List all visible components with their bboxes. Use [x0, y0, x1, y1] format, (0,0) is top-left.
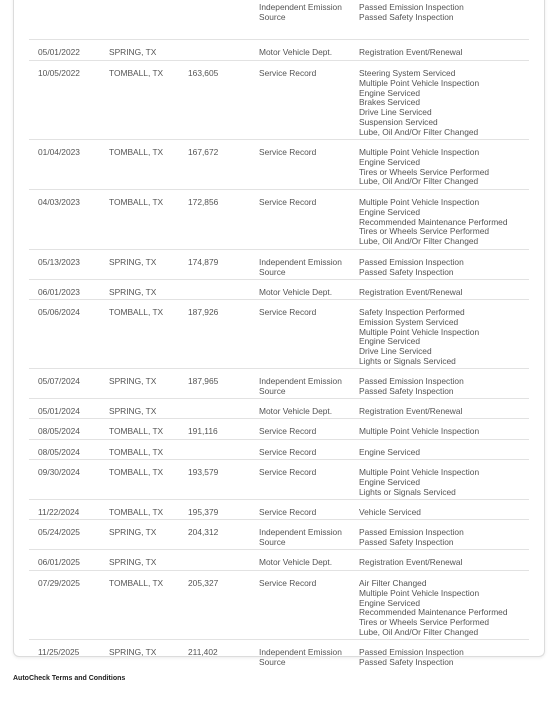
record-date: 05/01/2022: [38, 47, 80, 57]
record-odometer: 187,965: [188, 376, 219, 386]
table-row: [29, 440, 529, 460]
record-detail-item: Lube, Oil And/Or Filter Changed: [359, 236, 479, 246]
record-odometer: 174,879: [188, 257, 219, 267]
record-detail-item: Passed Emission Inspection: [359, 257, 464, 267]
record-detail-item: Safety Inspection Performed: [359, 307, 465, 317]
record-date: 08/05/2024: [38, 447, 80, 457]
record-odometer: 205,327: [188, 578, 219, 588]
record-location: TOMBALL, TX: [109, 426, 164, 436]
record-detail-item: Passed Safety Inspection: [359, 266, 454, 277]
record-detail-item: Tires or Wheels Service Performed: [359, 166, 490, 177]
record-detail-item: Engine Serviced: [359, 206, 420, 217]
table-row: [29, 460, 529, 500]
record-odometer: 187,926: [188, 307, 219, 317]
record-odometer: 191,116: [188, 426, 218, 436]
record-detail-item: Lube, Oil And/Or Filter Changed: [359, 626, 479, 637]
table-row: [29, 0, 529, 40]
record-date: 06/01/2023: [38, 287, 80, 297]
record-source: Service Record: [259, 147, 317, 157]
record-detail-item: Tires or Wheels Service Performed: [359, 226, 490, 237]
record-odometer: 172,856: [188, 197, 219, 207]
record-detail-item: Passed Safety Inspection: [359, 536, 454, 547]
record-detail-item: Drive Line Serviced: [359, 107, 432, 117]
record-date: 05/13/2023: [38, 257, 80, 267]
record-details: [359, 468, 534, 497]
record-detail-item: Passed Safety Inspection: [359, 11, 454, 22]
record-date: 11/22/2024: [38, 507, 80, 517]
table-row: [29, 40, 529, 61]
table-row: [29, 369, 529, 399]
record-detail-item: Passed Emission Inspection: [359, 376, 464, 386]
record-odometer: 163,605: [188, 68, 219, 78]
record-details: [359, 528, 534, 548]
record-source: Service Record: [259, 447, 317, 457]
record-details: [359, 558, 534, 568]
record-detail-item: Engine Serviced: [359, 597, 420, 608]
record-date: 05/07/2024: [38, 376, 80, 386]
record-detail-item: Lights or Signals Serviced: [359, 486, 456, 497]
record-date: 06/01/2025: [38, 557, 80, 567]
record-detail-item: Multiple Point Vehicle Inspection: [359, 147, 480, 157]
record-date: 04/03/2023: [38, 197, 80, 207]
record-location: SPRING, TX: [109, 47, 157, 57]
table-row: [29, 571, 529, 640]
record-detail-item: Passed Emission Inspection: [359, 2, 464, 12]
record-details: [359, 377, 534, 397]
record-detail-item: Passed Emission Inspection: [359, 527, 464, 537]
record-detail-item: Brakes Serviced: [359, 97, 420, 108]
record-details: [359, 198, 534, 247]
table-row: [29, 520, 529, 550]
record-details: [359, 308, 534, 367]
record-detail-item: Multiple Point Vehicle Inspection: [359, 426, 480, 436]
record-details: [359, 427, 534, 437]
record-detail-item: Multiple Point Vehicle Inspection: [359, 77, 480, 88]
record-odometer: 193,579: [188, 467, 219, 477]
record-detail-item: Engine Serviced: [359, 447, 420, 457]
table-row: [29, 61, 529, 140]
record-date: 05/01/2024: [38, 406, 80, 416]
record-detail-item: Lights or Signals Serviced: [359, 355, 456, 366]
record-detail-item: Multiple Point Vehicle Inspection: [359, 326, 480, 337]
record-detail-item: Steering System Serviced: [359, 68, 456, 78]
record-detail-item: Emission System Serviced: [359, 316, 459, 327]
record-detail-item: Drive Line Serviced: [359, 346, 432, 356]
table-row: [29, 640, 529, 680]
record-detail-item: Registration Event/Renewal: [359, 47, 463, 57]
table-row: [29, 550, 529, 571]
record-detail-item: Lube, Oil And/Or Filter Changed: [359, 176, 479, 187]
record-source: Motor Vehicle Dept.: [259, 557, 333, 567]
record-details: [359, 3, 534, 23]
record-details: [359, 148, 534, 187]
record-detail-item: Air Filter Changed: [359, 578, 427, 588]
record-date: 07/29/2025: [38, 578, 80, 588]
record-detail-item: Registration Event/Renewal: [359, 406, 463, 416]
table-row: [29, 399, 529, 419]
record-details: [359, 407, 534, 417]
record-location: TOMBALL, TX: [109, 147, 164, 157]
record-details: [359, 69, 534, 137]
record-odometer: 195,379: [188, 507, 219, 517]
record-source: Motor Vehicle Dept.: [259, 47, 333, 57]
record-details: [359, 288, 534, 298]
record-source: Service Record: [259, 307, 317, 317]
record-location: TOMBALL, TX: [109, 507, 164, 517]
record-location: TOMBALL, TX: [109, 447, 164, 457]
record-source: Service Record: [259, 467, 317, 477]
record-details: [359, 508, 534, 518]
record-detail-item: Engine Serviced: [359, 336, 420, 347]
record-detail-item: Lube, Oil And/Or Filter Changed: [359, 126, 479, 137]
record-location: TOMBALL, TX: [109, 307, 164, 317]
record-details: [359, 258, 534, 278]
record-details: [359, 648, 534, 668]
record-source: Independent Emission Source: [259, 527, 342, 547]
record-date: 10/05/2022: [38, 68, 80, 78]
record-detail-item: Engine Serviced: [359, 87, 420, 98]
record-detail-item: Multiple Point Vehicle Inspection: [359, 197, 480, 207]
table-row: [29, 300, 529, 369]
record-date: 08/05/2024: [38, 426, 80, 436]
record-detail-item: Registration Event/Renewal: [359, 557, 463, 567]
record-source: Service Record: [259, 578, 317, 588]
record-detail-item: Engine Serviced: [359, 156, 420, 167]
record-location: SPRING, TX: [109, 406, 157, 416]
record-source: Motor Vehicle Dept.: [259, 287, 333, 297]
record-detail-item: Vehicle Serviced: [359, 507, 421, 517]
record-odometer: 204,312: [188, 527, 219, 537]
record-location: TOMBALL, TX: [109, 68, 164, 78]
record-details: [359, 48, 534, 58]
table-row: [29, 500, 529, 520]
record-source: Independent Emission Source: [259, 2, 342, 22]
record-location: SPRING, TX: [109, 287, 157, 297]
record-odometer: 167,672: [188, 147, 219, 157]
record-date: 05/24/2025: [38, 527, 80, 537]
record-detail-item: Engine Serviced: [359, 476, 420, 487]
table-row: [29, 419, 529, 440]
record-location: TOMBALL, TX: [109, 467, 164, 477]
table-row: [29, 140, 529, 190]
record-odometer: 211,402: [188, 647, 218, 657]
record-date: 09/30/2024: [38, 467, 80, 477]
record-source: Service Record: [259, 507, 317, 517]
record-detail-item: Suspension Serviced: [359, 116, 438, 127]
table-row: [29, 190, 529, 250]
record-detail-item: Passed Emission Inspection: [359, 647, 464, 657]
record-source: Service Record: [259, 426, 317, 436]
record-detail-item: Registration Event/Renewal: [359, 287, 463, 297]
record-detail-item: Recommended Maintenance Performed: [359, 216, 508, 227]
terms-link[interactable]: AutoCheck Terms and Conditions: [13, 675, 126, 682]
record-location: SPRING, TX: [109, 527, 157, 537]
record-date: 05/06/2024: [38, 307, 80, 317]
record-detail-item: Passed Safety Inspection: [359, 385, 454, 396]
record-details: [359, 448, 534, 458]
record-location: SPRING, TX: [109, 557, 157, 567]
record-source: Motor Vehicle Dept.: [259, 406, 333, 416]
record-location: SPRING, TX: [109, 647, 157, 657]
record-date: 11/25/2025: [38, 647, 80, 657]
record-date: 01/04/2023: [38, 147, 80, 157]
history-table: [29, 2, 529, 680]
record-location: SPRING, TX: [109, 257, 157, 267]
record-location: TOMBALL, TX: [109, 578, 164, 588]
record-source: Service Record: [259, 197, 317, 207]
history-card: [13, 0, 545, 667]
record-source: Service Record: [259, 68, 317, 78]
record-details: [359, 579, 534, 638]
record-source: Independent Emission Source: [259, 647, 342, 667]
record-detail-item: Multiple Point Vehicle Inspection: [359, 587, 480, 598]
record-location: TOMBALL, TX: [109, 197, 164, 207]
record-detail-item: Tires or Wheels Service Performed: [359, 617, 490, 627]
table-row: [29, 250, 529, 280]
record-source: Independent Emission Source: [259, 257, 342, 277]
record-detail-item: Recommended Maintenance Performed: [359, 607, 508, 618]
record-source: Independent Emission Source: [259, 376, 342, 396]
record-location: SPRING, TX: [109, 376, 157, 386]
record-detail-item: Multiple Point Vehicle Inspection: [359, 467, 480, 477]
record-detail-item: Passed Safety Inspection: [359, 656, 454, 667]
table-row: [29, 280, 529, 300]
